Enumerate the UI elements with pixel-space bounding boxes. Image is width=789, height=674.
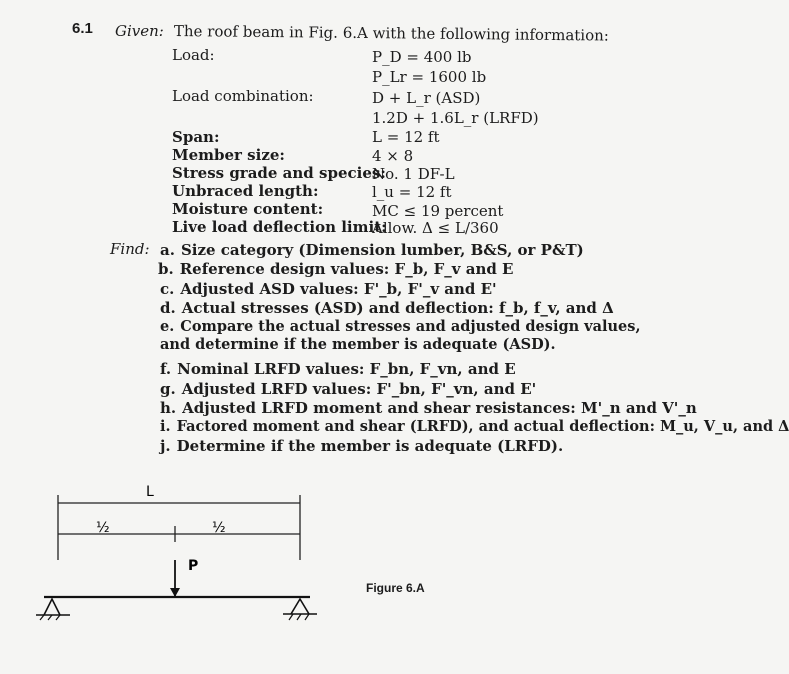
- row-value-deflection-limit: Allow. Δ ≤ L/360: [372, 219, 499, 237]
- problem-number: 6.1: [72, 20, 93, 37]
- find-item-g: g. Adjusted LRFD values: F'_bn, F'_vn, and E': [160, 380, 537, 398]
- find-item-j: j. Determine if the member is adequate (LRFD).: [160, 437, 564, 455]
- given-label: Given:: [115, 22, 164, 40]
- half-left-label: ½: [96, 520, 110, 536]
- load-label: P: [188, 558, 199, 574]
- row-value-member-size: 4 × 8: [372, 147, 414, 165]
- find-item-c: c. Adjusted ASD values: F'_b, F'_v and E': [160, 280, 497, 298]
- row-value-stress-grade: No. 1 DF-L: [372, 165, 455, 183]
- row-label-load-combination: Load combination:: [172, 87, 314, 105]
- find-item-i: i. Factored moment and shear (LRFD), and actual deflection: M_u, V_u, and Δ: [160, 418, 789, 435]
- row-label-moisture-content: Moisture content:: [172, 200, 324, 218]
- right-support-icon: [283, 599, 317, 620]
- row-label-span: Span:: [172, 128, 220, 146]
- span-label: L: [146, 484, 154, 500]
- row-value-moisture-content: MC ≤ 19 percent: [372, 202, 504, 220]
- row-label-stress-grade: Stress grade and species:: [172, 164, 386, 182]
- row-value-unbraced-length: l_u = 12 ft: [372, 183, 452, 201]
- half-right-label: ½: [212, 520, 226, 536]
- row-label-load: Load:: [172, 46, 215, 64]
- row-value-pd: P_D = 400 lb: [372, 48, 472, 66]
- find-item-f: f. Nominal LRFD values: F_bn, F_vn, and E: [160, 360, 516, 378]
- left-support-icon: [36, 599, 70, 620]
- figure-caption: Figure 6.A: [366, 581, 425, 595]
- row-value-plr: P_Lr = 1600 lb: [372, 68, 487, 86]
- row-value-lrfd: 1.2D + 1.6L_r (LRFD): [372, 109, 539, 127]
- find-item-h: h. Adjusted LRFD moment and shear resistances: M'_n and V'_n: [160, 399, 697, 417]
- beam-diagram: [0, 470, 700, 670]
- row-value-span: L = 12 ft: [372, 128, 440, 146]
- row-value-asd: D + L_r (ASD): [372, 89, 481, 107]
- find-label: Find:: [110, 240, 150, 258]
- find-item-a: a. Size category (Dimension lumber, B&S, or P&T): [160, 241, 584, 259]
- find-item-b: b. Reference design values: F_b, F_v and E: [158, 260, 514, 278]
- find-item-e: e. Compare the actual stresses and adjusted design values, and determine if the member is adequate (ASD).: [160, 318, 641, 353]
- find-item-d: d. Actual stresses (ASD) and deflection: f_b, f_v, and Δ: [160, 299, 614, 317]
- load-arrow-head: [170, 588, 180, 597]
- row-label-unbraced-length: Unbraced length:: [172, 182, 319, 200]
- row-label-deflection-limit: Live load deflection limit:: [172, 218, 387, 236]
- problem-intro: The roof beam in Fig. 6.A with the following information:: [173, 22, 609, 45]
- row-label-member-size: Member size:: [172, 146, 285, 164]
